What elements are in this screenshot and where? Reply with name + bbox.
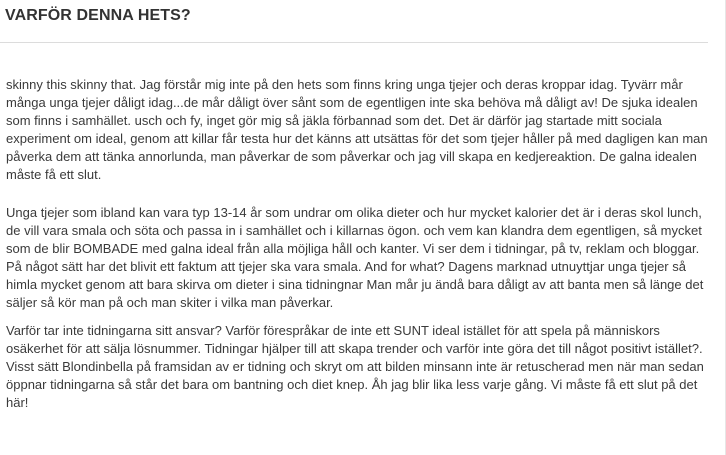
post-title: VARFÖR DENNA HETS?: [5, 7, 191, 24]
post-paragraph-3: Varför tar inte tidningarna sitt ansvar? Varför förespråkar de inte ett SUNT ideal istället för att spela på människors osäkerhet för att sälja lösnummer. Tidningar hjälper till att skapa trender och varför inte göra det till något positivt istället?. Visst sätt Blondinbella på framsidan av er tidning och skryt om att bilden minsann inte är retuscherad men när man sedan öppnar tidningarna så står det bara om bantning och diet knep. Åh jag blir lika less varje gång. Vi måste få ett slut på det här!: [6, 323, 704, 410]
post-body: [6, 76, 718, 412]
post-paragraph-2: Unga tjejer som ibland kan vara typ 13-14 år som undrar om olika dieter och hur mycket kalorier det är i deras skol lunch, de vill vara smala och söta och passa in i samhället och i killarnas ögon. och vem kan klandra dem egentligen, så mycket som de blir BOMBADE med galna ideal från alla möjliga håll och kanter. Vi ser dem i tidningar, på tv, reklam och bloggar. På något sätt har det blivit ett faktum att tjejer ska vara smala. And for what? Dagens marknad utnuyttjar unga tjejer så himla mycket genom att bara skirva om dieter i sina tidningnar Man mår ju ändå bara dåligt av att banta men så länge det säljer så kör man på och man skiter i vilka man påverkar.: [6, 205, 704, 310]
title-divider: [0, 42, 708, 43]
post-paragraph-1: skinny this skinny that. Jag förstår mig inte på den hets som finns kring unga tjejer och deras kroppar idag. Tyvärr mår många unga tjejer dåligt idag...de mår dåligt över sånt som de egentligen inte ska behöva må dåligt av! De sjuka idealen som finns i samhället. usch och fy, inget gör mig så jäkla förbannad som det. Det är därför jag startade mitt sociala experiment om ideal, genom att killar får testa hur det känns att utsättas för det som tjejer håller på med dagligen kan man påverka dem att tänka annorlunda, man påverkar de som påverkar och jag vill skapa en kedjereaktion. De galna idealen måste få ett slut.: [6, 77, 708, 182]
